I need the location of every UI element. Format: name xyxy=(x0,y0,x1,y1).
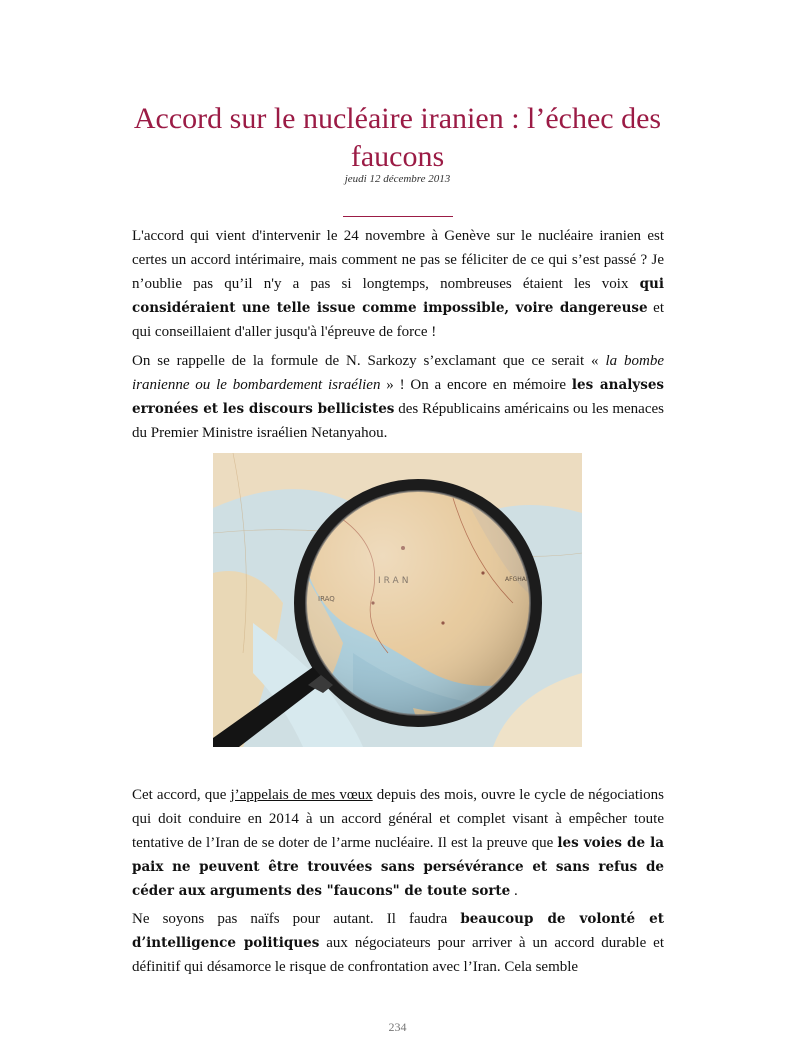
paragraph-4-bold-1: beaucoup de volonté et d’intelligence politiques xyxy=(132,911,664,951)
paragraph-2-text-3: des Républicains américains ou les menaces du Premier Ministre israélien Netanyahou. xyxy=(132,401,664,441)
paragraph-3-text-3: . xyxy=(510,883,518,899)
paragraph-3-bold-1: les voies de la paix ne peuvent être trouvées sans persévérance et sans refus de céder aux arguments des "faucons" de toute sorte xyxy=(132,835,664,899)
page-number: 234 xyxy=(388,1020,407,1034)
paragraph-2-text-1: On se rappelle de la formule de N. Sarkozy s’exclamant que ce serait « xyxy=(132,353,606,369)
paragraph-4-text-2: aux négociateurs pour arriver à un accord durable et définitif qui désamorce le risque de confrontation avec l’Iran. Cela semble xyxy=(132,935,665,975)
paragraph-2-quote: la bombe iranienne ou le bombardement israélien xyxy=(132,353,664,393)
paragraph-1 xyxy=(132,224,664,344)
paragraph-4 xyxy=(132,907,664,979)
title-separator xyxy=(343,216,453,217)
article-date: jeudi 12 décembre 2013 xyxy=(344,173,451,185)
paragraph-3-text-2: depuis des mois, ouvre le cycle de négociations qui doit conduire en 2014 à un accord général et complet visant à empêcher toute tentative de l’Iran de se doter de l’arme nucléaire. Il est la preuve que xyxy=(132,787,664,851)
paragraph-1-bold-1: qui considéraient une telle issue comme impossible, voire dangereuse xyxy=(132,276,664,316)
paragraph-2-bold-1: les analyses erronées et les discours bellicistes xyxy=(132,377,665,417)
map-illustration xyxy=(213,453,582,747)
paragraph-1-text-2: et qui conseillaient d'aller jusqu'à l'épreuve de force ! xyxy=(132,300,664,340)
article-title: Accord sur le nucléaire iranien : l’échec des faucons xyxy=(133,102,662,173)
paragraph-2 xyxy=(132,349,664,445)
paragraph-3-text-1: Cet accord, que xyxy=(132,787,231,803)
appelais-de-mes-voeux-link[interactable]: j’appelais de mes vœux xyxy=(230,787,373,803)
paragraph-3 xyxy=(132,783,664,903)
paragraph-2-text-2: » ! On a encore en mémoire xyxy=(380,377,572,393)
paragraph-4-text-1: Ne soyons pas naïfs pour autant. Il faudra xyxy=(132,911,461,927)
magnifier-map-image xyxy=(213,453,582,747)
paragraph-1-text-1: L'accord qui vient d'intervenir le 24 novembre à Genève sur le nucléaire iranien est certes un accord intérimaire, mais comment ne pas se féliciter de ce qui s’est passé ? Je n’oublie pas qu’il n'y a pas si longtemps, nombreuses étaient les voix xyxy=(132,228,664,292)
